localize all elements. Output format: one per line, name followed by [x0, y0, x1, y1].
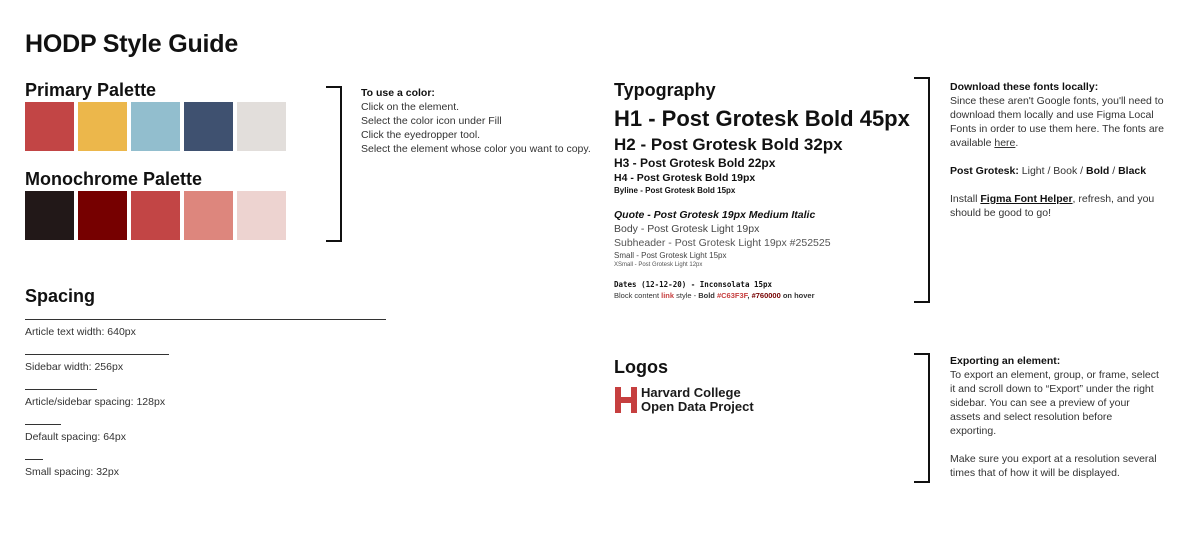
block-comma: ,	[747, 291, 752, 300]
swatch-navy[interactable]	[184, 102, 233, 151]
hodp-logo-wordmark	[641, 386, 754, 414]
fonts-note	[950, 80, 1165, 220]
swatch-light-blue[interactable]	[131, 102, 180, 151]
typo-block-content	[614, 291, 815, 300]
typo-byline: Byline - Post Grotesk Bold 15px	[614, 186, 736, 195]
block-bold: Bold	[698, 291, 717, 300]
logo-line-2: Open Data Project	[641, 399, 754, 414]
swatch-near-black[interactable]	[25, 191, 74, 240]
spacing-line-sidebar	[25, 354, 169, 355]
color-note-bracket	[326, 86, 342, 242]
fonts-here-link[interactable]: here	[994, 137, 1016, 149]
page-title: HODP Style Guide	[25, 30, 239, 58]
spacing-label: Sidebar width: 256px	[25, 361, 124, 373]
hodp-logo-mark	[615, 387, 637, 413]
install-suffix: , refresh, and you should be good to go!	[950, 193, 1155, 219]
swatch-red[interactable]	[25, 102, 74, 151]
logo-line-1: Harvard College	[641, 385, 741, 400]
spacing-label: Article text width: 640px	[25, 326, 136, 338]
spacing-label: Article/sidebar spacing: 128px	[25, 396, 166, 408]
export-note-heading: Exporting an element:	[950, 355, 1061, 367]
fonts-note-period: .	[1015, 137, 1019, 149]
monochrome-palette-swatches	[25, 191, 286, 240]
typo-h3: H3 - Post Grotesk Bold 22px	[614, 156, 776, 170]
export-note-para2: Make sure you export at a resolution several times that of how it will be displayed.	[950, 453, 1157, 479]
color-note-line: Select the element whose color you want to copy.	[361, 143, 591, 155]
fonts-note-text: Since these aren't Google fonts, you'll need to download them locally and use Figma Local Fonts in order to use them here. The fonts are available	[950, 95, 1165, 149]
export-note	[950, 354, 1160, 480]
typo-h1: H1 - Post Grotesk Bold 45px	[614, 106, 910, 131]
typo-h4: H4 - Post Grotesk Bold 19px	[614, 172, 756, 184]
font-weight-bold: Bold	[1085, 165, 1110, 177]
block-prefix: Block content	[614, 291, 662, 300]
color-note-line: Select the color icon under Fill	[361, 115, 502, 127]
typo-quote: Quote - Post Grotesk 19px Medium Italic	[614, 209, 816, 221]
spacing-line-article-sidebar	[25, 389, 97, 390]
swatch-salmon[interactable]	[184, 191, 233, 240]
spacing-line-article	[25, 319, 386, 320]
block-mid: style -	[674, 291, 699, 300]
typo-subheader: Subheader - Post Grotesk Light 19px #252525	[614, 237, 831, 249]
block-color2: #760000	[751, 291, 781, 300]
font-weights-label: Post Grotesk:	[950, 165, 1019, 177]
font-weight-sep: /	[1109, 165, 1119, 177]
primary-palette-heading: Primary Palette	[25, 80, 157, 100]
typography-heading: Typography	[614, 80, 716, 100]
logos-heading: Logos	[614, 357, 668, 377]
swatch-light-gray[interactable]	[237, 102, 286, 151]
install-prefix: Install	[950, 193, 981, 205]
swatch-dark-red[interactable]	[78, 191, 127, 240]
swatch-blush[interactable]	[237, 191, 286, 240]
spacing-line-default	[25, 424, 61, 425]
typo-dates: Dates (12-12-20) - Inconsolata 15px	[614, 280, 773, 289]
hodp-logo	[615, 386, 754, 414]
fonts-note-bracket	[914, 77, 930, 303]
font-weight-black: Black	[1118, 165, 1147, 177]
color-note	[361, 86, 601, 156]
spacing-label: Default spacing: 64px	[25, 431, 126, 443]
primary-palette-swatches	[25, 102, 286, 151]
block-link-text[interactable]: link	[661, 291, 675, 300]
figma-font-helper-link[interactable]: Figma Font Helper	[980, 193, 1073, 205]
export-note-bracket	[914, 353, 930, 483]
spacing-label: Small spacing: 32px	[25, 466, 119, 478]
typo-xsmall: XSmall - Post Grotesk Light 12px	[614, 262, 703, 268]
font-weight-light-book: Light / Book /	[1018, 165, 1086, 177]
spacing-line-small	[25, 459, 43, 460]
swatch-yellow[interactable]	[78, 102, 127, 151]
swatch-crimson[interactable]	[131, 191, 180, 240]
fonts-note-heading: Download these fonts locally:	[950, 81, 1099, 93]
spacing-heading: Spacing	[25, 286, 96, 306]
block-color1: #C63F3F	[716, 291, 748, 300]
export-note-para1: To export an element, group, or frame, select it and scroll down to “Export” under the right sidebar. You can see a preview of your assets and select resolution before exporting.	[950, 369, 1159, 437]
typo-h2: H2 - Post Grotesk Bold 32px	[614, 135, 843, 154]
block-suffix: on hover	[780, 291, 815, 300]
typo-body: Body - Post Grotesk Light 19px	[614, 223, 760, 235]
color-note-heading: To use a color:	[361, 87, 435, 99]
color-note-line: Click the eyedropper tool.	[361, 129, 481, 141]
monochrome-palette-heading: Monochrome Palette	[25, 169, 203, 189]
color-note-line: Click on the element.	[361, 101, 460, 113]
typo-small: Small - Post Grotesk Light 15px	[614, 251, 727, 260]
